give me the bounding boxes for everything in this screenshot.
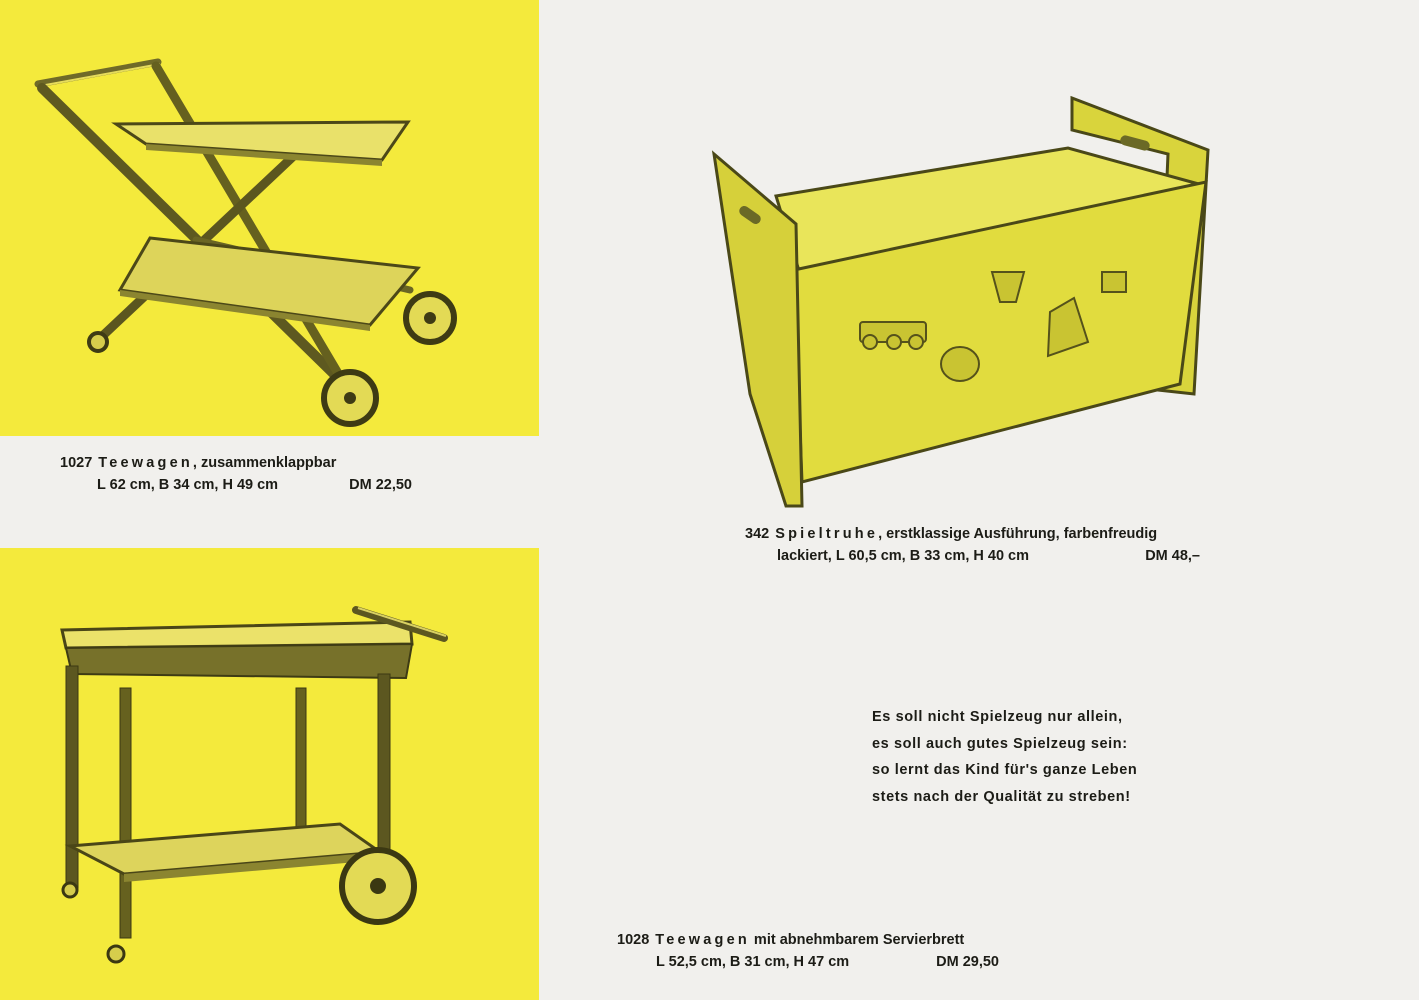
product-name: Teewagen: [655, 932, 750, 948]
caption-line-1: [60, 452, 412, 474]
verse-line: so lernt das Kind für's ganze Leben: [872, 762, 1138, 778]
serving-tea-trolley-image: [0, 548, 539, 1000]
toy-chest-image: [710, 94, 1214, 508]
product-caption-342: [745, 523, 1200, 567]
product-name: Teewagen: [98, 455, 193, 471]
caption-line-2: [617, 951, 999, 973]
caption-line-2: [60, 474, 412, 496]
yellow-panel-serving-trolley: [0, 548, 539, 1000]
caption-line-1: [745, 523, 1200, 545]
product-name: Spieltruhe: [775, 526, 879, 542]
caption-line-1: [617, 929, 999, 951]
product-caption-1027: [60, 452, 412, 496]
product-description: , erstklassige Ausführung, farbenfreudig: [878, 526, 1158, 542]
product-caption-1028: [617, 929, 999, 973]
product-description: , zusammenklappbar: [192, 455, 337, 471]
caption-line-2: [745, 545, 1200, 567]
verse: [872, 704, 1137, 810]
verse-line: es soll auch gutes Spielzeug sein:: [872, 735, 1128, 752]
yellow-panel-folding-trolley: [0, 0, 539, 436]
product-dimensions: L 62 cm, B 34 cm, H 49 cm: [97, 477, 279, 493]
folding-tea-trolley-image: [0, 0, 539, 436]
product-number: 342: [745, 526, 770, 542]
product-number: 1027: [60, 455, 93, 471]
product-price: DM 22,50: [349, 477, 412, 493]
product-description: mit abnehmbarem Servierbrett: [749, 932, 965, 948]
product-number: 1028: [617, 932, 650, 948]
product-price: DM 48,–: [1145, 548, 1200, 564]
verse-line: Es soll nicht Spielzeug nur allein,: [872, 709, 1123, 725]
product-price: DM 29,50: [936, 954, 999, 970]
product-dimensions: lackiert, L 60,5 cm, B 33 cm, H 40 cm: [777, 548, 1030, 564]
product-dimensions: L 52,5 cm, B 31 cm, H 47 cm: [656, 954, 850, 970]
verse-line: stets nach der Qualität zu streben!: [872, 788, 1131, 805]
